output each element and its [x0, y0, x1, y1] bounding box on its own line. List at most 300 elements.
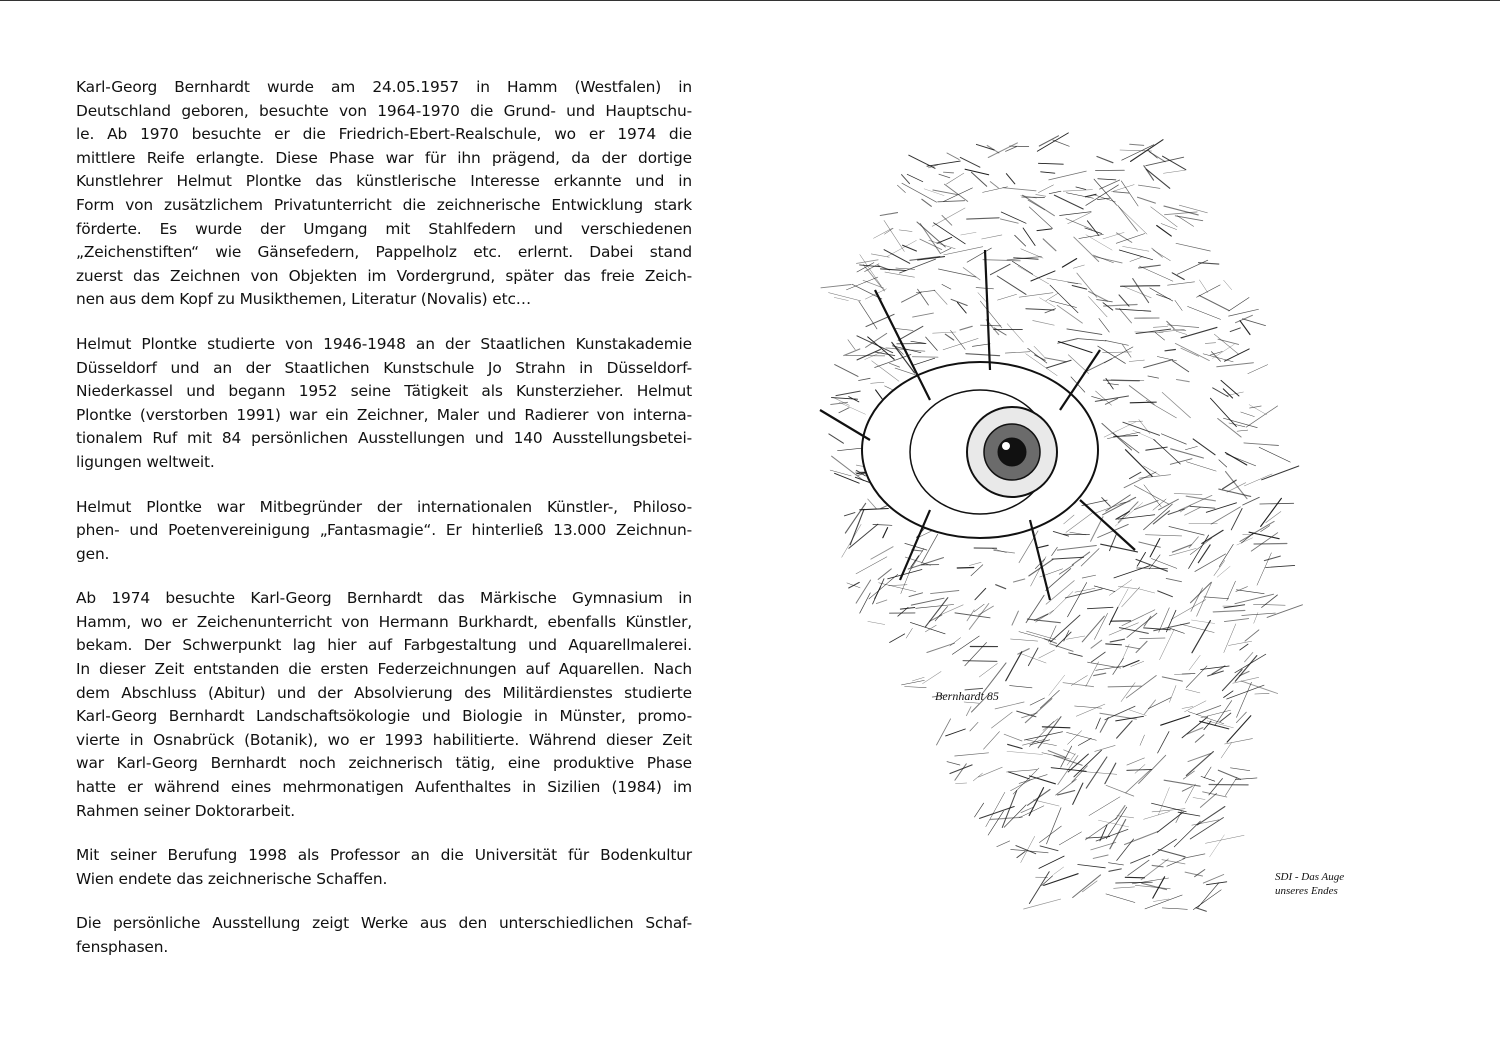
hatch-stroke [1181, 327, 1217, 337]
hatch-stroke [883, 528, 888, 538]
hatch-stroke [1228, 641, 1251, 645]
hatch-stroke [979, 767, 1003, 777]
hatch-stroke [1257, 553, 1271, 585]
hatch-stroke [1169, 527, 1204, 536]
hatch-stroke [1150, 288, 1173, 301]
text-line: In dieser Zeit entstanden die ersten Federzeichnungen auf Aquarellen. Nach [76, 660, 692, 679]
hatch-stroke [1068, 583, 1087, 617]
hatch-stroke [1264, 556, 1280, 561]
hatch-stroke [1144, 812, 1170, 820]
hatch-stroke [1130, 257, 1141, 261]
hatch-stroke [1213, 388, 1229, 397]
hatch-stroke [1148, 376, 1159, 378]
hatch-stroke [1046, 293, 1058, 301]
hatch-stroke [1089, 797, 1120, 816]
hatch-stroke [937, 237, 952, 243]
hatch-stroke [1243, 319, 1266, 326]
hatch-stroke [1225, 453, 1247, 466]
hatch-stroke [1134, 485, 1169, 504]
hatch-stroke [969, 562, 981, 565]
hatch-stroke [1181, 624, 1215, 632]
hatch-stroke [857, 350, 880, 360]
hatch-stroke [844, 513, 855, 516]
hatch-stroke [1163, 170, 1185, 173]
hatch-stroke [1154, 623, 1190, 631]
hatch-stroke [1266, 565, 1295, 567]
hatch-stroke [1038, 185, 1053, 193]
hatch-stroke [1123, 246, 1149, 251]
hatch-stroke [1167, 859, 1185, 867]
hatch-stroke [1039, 650, 1055, 658]
hatch-stroke [944, 172, 954, 173]
hatch-stroke [1163, 156, 1186, 170]
text-line: Rahmen seiner Doktorarbeit. [76, 801, 295, 820]
hatch-stroke [878, 569, 891, 580]
hatch-stroke [848, 340, 855, 350]
hatch-stroke [1106, 495, 1131, 511]
hatch-stroke [1110, 535, 1117, 551]
text-line: Plontke (verstorben 1991) war ein Zeichner, Maler und Radierer von interna- [76, 405, 692, 424]
hatch-stroke [1062, 259, 1076, 268]
paragraph-gymnasium [76, 587, 692, 823]
biography-text [76, 76, 692, 981]
hatch-stroke [1222, 670, 1242, 691]
hatch-stroke [1171, 449, 1204, 458]
hatch-stroke [1119, 250, 1152, 260]
hatch-stroke [1195, 735, 1204, 742]
hatch-stroke [1118, 586, 1137, 589]
hatch-stroke [1170, 459, 1192, 465]
hatch-stroke [1237, 590, 1265, 594]
hatch-stroke [1094, 257, 1122, 263]
hatch-stroke [1198, 807, 1225, 825]
hatch-stroke [880, 213, 897, 216]
hatch-stroke [1063, 683, 1094, 687]
hatch-stroke [1010, 686, 1032, 688]
hatch-stroke [845, 503, 865, 533]
hatch-stroke [902, 292, 922, 302]
hatch-stroke [857, 260, 879, 264]
hatch-stroke [1205, 343, 1216, 344]
text-line: dem Abschluss (Abitur) und der Absolvierung des Militärdienstes studierte [76, 683, 692, 702]
hatch-stroke [1197, 706, 1221, 715]
hatch-stroke [926, 598, 948, 627]
hatch-stroke [1086, 235, 1112, 250]
hatch-stroke [1177, 380, 1190, 382]
hatch-stroke [1110, 820, 1126, 849]
hatch-stroke [1040, 826, 1062, 842]
hatch-stroke [1129, 472, 1141, 479]
hatch-stroke [1023, 195, 1055, 216]
hatch-stroke [832, 456, 864, 480]
hatch-stroke [970, 722, 978, 731]
hatch-stroke [1153, 499, 1166, 510]
hatch-stroke [1038, 163, 1063, 164]
hatch-stroke [1224, 619, 1248, 622]
hatch-stroke [1244, 474, 1272, 486]
pen-drawing-eye-artwork [780, 80, 1345, 940]
hatch-stroke [1267, 605, 1302, 618]
drawing-caption-line2: unseres Endes [1275, 885, 1338, 897]
hatch-stroke [1190, 506, 1215, 508]
hatch-stroke [1116, 882, 1153, 883]
hatch-stroke [1152, 839, 1176, 855]
hatch-stroke [1011, 639, 1038, 641]
hatch-stroke [1155, 332, 1164, 340]
hatch-stroke [1114, 192, 1129, 193]
hatch-stroke [1109, 607, 1118, 625]
hatch-stroke [1128, 860, 1149, 875]
hatch-stroke [946, 173, 963, 184]
hatch-stroke [1117, 839, 1134, 861]
hatch-stroke [1218, 419, 1241, 438]
hatch-stroke [1235, 656, 1257, 682]
hatch-stroke [1007, 751, 1043, 754]
hatch-stroke [1021, 836, 1035, 862]
paragraph-professorship [76, 844, 692, 891]
hatch-stroke [1177, 260, 1208, 274]
hatch-stroke [1185, 446, 1197, 449]
hatch-stroke [1138, 185, 1160, 188]
hatch-stroke [1069, 653, 1083, 656]
hatch-stroke [909, 155, 935, 168]
text-line: le. Ab 1970 besuchte er die Friedrich-Ebert-Realschule, wo er 1974 die [76, 125, 692, 144]
hatch-stroke [1148, 150, 1157, 158]
hatch-stroke [1146, 400, 1176, 418]
hatch-stroke [1064, 515, 1075, 524]
hatch-stroke [1041, 172, 1055, 173]
hatch-stroke [1014, 579, 1025, 582]
hatch-stroke [973, 773, 982, 781]
hatch-stroke [1040, 690, 1059, 708]
hatch-stroke [846, 355, 885, 356]
hatch-stroke [1045, 358, 1067, 362]
hatch-stroke [1003, 188, 1036, 191]
hatch-stroke [1104, 305, 1138, 307]
hatch-stroke [1168, 509, 1184, 515]
hatch-stroke [1129, 360, 1144, 361]
hatch-stroke [1109, 869, 1121, 871]
hatch-stroke [1033, 321, 1055, 326]
hatch-stroke [1218, 770, 1240, 779]
hatch-stroke [1162, 392, 1190, 417]
hatch-stroke [1114, 566, 1150, 578]
hatch-stroke [1049, 191, 1061, 194]
hatch-stroke [1203, 792, 1227, 797]
hatch-stroke [1135, 765, 1145, 774]
hatch-stroke [1138, 589, 1155, 593]
spike-stroke [1060, 350, 1100, 410]
hatch-stroke [913, 358, 935, 365]
hatch-stroke [1066, 513, 1092, 533]
hatch-stroke [950, 765, 972, 774]
hatch-stroke [955, 753, 989, 756]
hatch-stroke [1186, 462, 1216, 471]
hatch-stroke [1118, 205, 1138, 231]
hatch-stroke [1176, 331, 1187, 334]
hatch-stroke [1006, 652, 1022, 681]
hatch-stroke [1237, 682, 1252, 717]
hatch-stroke [1152, 803, 1187, 812]
hatch-stroke [884, 228, 893, 234]
hatch-stroke [943, 338, 978, 349]
hatch-stroke [1153, 326, 1167, 327]
hatch-stroke [1073, 783, 1083, 804]
hatch-stroke [1183, 771, 1194, 779]
hatch-stroke [1082, 575, 1095, 578]
hatch-stroke [884, 250, 910, 264]
hatch-stroke [1046, 581, 1074, 605]
hatch-stroke [879, 583, 916, 592]
hatch-stroke [1182, 786, 1192, 791]
hatch-stroke [1012, 611, 1018, 625]
hatch-stroke [1068, 754, 1088, 772]
text-line: „Zeichenstiften“ wie Gänsefedern, Pappelholz etc. erlernt. Dabei stand [76, 243, 692, 262]
hatch-stroke [834, 297, 848, 300]
hatch-stroke [1050, 301, 1077, 308]
hatch-stroke [1119, 628, 1148, 634]
hatch-stroke [997, 276, 1026, 294]
hatch-stroke [1049, 171, 1087, 180]
hatch-stroke [1116, 716, 1144, 721]
hatch-stroke [1082, 881, 1097, 892]
hatch-stroke [1145, 895, 1182, 909]
hatch-stroke [1023, 228, 1035, 246]
hatch-stroke [1224, 280, 1232, 290]
text-line: phen- und Poetenvereinigung „Fantasmagie“. Er hinterließ 13.000 Zeichnun- [76, 521, 692, 540]
hatch-stroke [955, 764, 966, 780]
hatch-stroke [1006, 147, 1017, 152]
hatch-stroke [922, 199, 931, 206]
hatch-stroke [1110, 639, 1124, 642]
text-line: nen aus dem Kopf zu Musikthemen, Literatur (Novalis) etc… [76, 290, 532, 309]
hatch-stroke [1197, 285, 1221, 297]
hatch-stroke [1225, 777, 1237, 795]
hatch-stroke [955, 613, 990, 618]
hatch-stroke [1189, 537, 1198, 548]
hatch-stroke [1005, 352, 1030, 353]
hatch-stroke [1010, 146, 1029, 147]
hatch-stroke [944, 247, 983, 255]
hatch-stroke [997, 841, 1010, 847]
hatch-stroke [1195, 554, 1226, 572]
hatch-stroke [873, 525, 892, 526]
hatch-stroke [1162, 908, 1187, 909]
hatch-stroke [1237, 430, 1248, 431]
hatch-stroke [986, 792, 1005, 826]
hatch-stroke [1170, 628, 1185, 633]
hatch-stroke [1103, 497, 1136, 514]
hatch-stroke [1148, 698, 1171, 709]
hatch-stroke [860, 593, 871, 613]
hatch-stroke [1214, 560, 1225, 575]
hatch-stroke [1191, 588, 1203, 612]
hatch-stroke [952, 636, 979, 654]
hatch-stroke [975, 803, 984, 817]
hatch-stroke [1104, 347, 1133, 363]
hatch-stroke [1144, 360, 1173, 368]
hatch-stroke [1171, 600, 1206, 620]
hatch-stroke [927, 161, 960, 166]
hatch-stroke [1057, 546, 1096, 551]
hatch-stroke [871, 547, 893, 559]
paragraph-plontke-study [76, 333, 692, 475]
hatch-stroke [947, 153, 959, 160]
hatch-stroke [1096, 718, 1101, 729]
hatch-stroke [913, 313, 934, 317]
hatch-stroke [860, 509, 889, 510]
hatch-stroke [1144, 166, 1154, 180]
hatch-stroke [950, 638, 961, 646]
hatch-stroke [1016, 846, 1036, 854]
text-line: Ab 1974 besuchte Karl-Georg Bernhardt das Märkische Gymnasium in [76, 589, 692, 608]
hatch-stroke [1029, 776, 1055, 784]
hatch-stroke [1054, 195, 1083, 209]
hatch-stroke [909, 593, 923, 597]
hatch-stroke [1094, 613, 1107, 639]
hatch-stroke [835, 365, 858, 377]
hatch-stroke [1174, 821, 1200, 847]
hatch-stroke [871, 382, 884, 383]
hatch-stroke [990, 264, 1010, 275]
spike-stroke [1030, 520, 1050, 600]
hatch-stroke [1099, 318, 1109, 332]
hatch-stroke [1066, 219, 1092, 230]
hatch-stroke [1114, 436, 1138, 437]
text-line: Mit seiner Berufung 1998 als Professor an die Universität für Bodenkultur [76, 846, 692, 865]
hatch-stroke [836, 391, 860, 396]
hatch-stroke [1129, 710, 1146, 716]
text-line: Helmut Plontke war Mitbegründer der internationalen Künstler-, Philoso- [76, 497, 692, 516]
hatch-stroke [859, 301, 877, 329]
hatch-stroke [1183, 854, 1205, 859]
hatch-stroke [1159, 499, 1179, 510]
hatch-stroke [1181, 348, 1199, 356]
hatch-stroke [998, 294, 1017, 300]
hatch-stroke [1152, 248, 1163, 257]
hatch-stroke [1248, 365, 1268, 374]
hatch-stroke [980, 807, 1015, 819]
hatch-stroke [1097, 157, 1113, 163]
text-line: Karl-Georg Bernhardt Landschaftsökologie und Biologie in Münster, promo- [76, 707, 692, 726]
hatch-stroke [1125, 877, 1144, 878]
hatch-stroke [1169, 686, 1176, 703]
hatch-stroke [1202, 530, 1223, 543]
hatch-stroke [890, 634, 905, 643]
hatch-stroke [910, 257, 940, 261]
hatch-stroke [1012, 261, 1033, 274]
hatch-stroke [976, 144, 994, 150]
hatch-stroke [1144, 485, 1161, 507]
hatch-stroke [1015, 235, 1026, 246]
hatch-stroke [1011, 780, 1032, 791]
hatch-stroke [1150, 539, 1160, 557]
hatch-stroke [1024, 899, 1061, 909]
hatch-stroke [1027, 631, 1056, 639]
hatch-stroke [1245, 653, 1253, 662]
hatch-stroke [1229, 309, 1259, 316]
hatch-stroke [1096, 666, 1124, 670]
hatch-stroke [966, 707, 971, 716]
hatch-stroke [983, 260, 1020, 261]
hatch-stroke [1219, 460, 1227, 467]
hatch-stroke [918, 257, 945, 260]
hatch-stroke [1130, 144, 1144, 145]
hatch-stroke [839, 402, 865, 414]
hatch-stroke [1199, 280, 1207, 293]
hatch-stroke [871, 254, 889, 257]
hatch-stroke [1225, 349, 1250, 361]
hatch-stroke [995, 702, 1024, 709]
hatch-stroke [1168, 282, 1195, 285]
hatch-stroke [1140, 638, 1166, 639]
hatch-stroke [1052, 557, 1084, 559]
text-line: Helmut Plontke studierte von 1946-1948 an der Staatlichen Kunstakademie [76, 334, 692, 353]
hatch-stroke [1019, 531, 1038, 563]
hatch-stroke [1114, 887, 1135, 888]
hatch-stroke [902, 175, 910, 184]
hatch-stroke [857, 336, 893, 353]
hatch-stroke [917, 222, 945, 247]
hatch-stroke [1255, 693, 1269, 694]
hatch-stroke [1138, 197, 1156, 203]
hatch-stroke [1185, 701, 1207, 712]
hatch-stroke [1241, 412, 1255, 417]
hatch-stroke [1214, 334, 1239, 354]
hatch-stroke [976, 288, 993, 289]
hatch-stroke [1000, 219, 1018, 223]
hatch-stroke [1132, 878, 1169, 884]
hatch-stroke [988, 143, 1017, 158]
text-line: ligungen weltweit. [76, 452, 215, 471]
hatch-stroke [1043, 239, 1056, 251]
paragraph-early-life [76, 76, 692, 312]
hatch-stroke [873, 579, 884, 604]
hatch-stroke [1240, 644, 1248, 650]
hatch-stroke [1059, 832, 1081, 845]
hatch-stroke [1124, 472, 1156, 488]
hatch-stroke [1219, 489, 1251, 496]
hatch-stroke [1245, 630, 1259, 641]
hatch-stroke [971, 565, 983, 576]
hatch-stroke [897, 185, 905, 192]
paragraph-fantasmagie [76, 496, 692, 567]
hatch-stroke [1161, 716, 1190, 726]
hatch-stroke [1254, 544, 1287, 545]
hatch-stroke [1112, 185, 1135, 192]
hatch-stroke [1029, 207, 1053, 229]
hatch-stroke [1123, 422, 1160, 435]
hatch-stroke [902, 183, 937, 202]
hatch-stroke [1007, 324, 1023, 342]
hatch-stroke [860, 255, 881, 286]
hatch-stroke [821, 285, 851, 288]
hatch-stroke [939, 174, 950, 178]
hatch-stroke [1033, 800, 1059, 806]
hatch-stroke [1026, 309, 1054, 310]
hatch-stroke [1126, 450, 1153, 477]
hatch-stroke [1213, 344, 1235, 358]
text-line: Form von zusätzlichem Privatunterricht die zeichnerische Entwicklung stark [76, 195, 692, 214]
hatch-stroke [1172, 361, 1188, 372]
hatch-stroke [1139, 265, 1161, 268]
hatch-stroke [981, 325, 1001, 326]
hatch-stroke [1201, 776, 1215, 781]
hatch-stroke [1192, 820, 1219, 825]
hatch-stroke [1161, 434, 1186, 444]
hatch-stroke [1158, 850, 1185, 857]
hatch-stroke [1067, 754, 1075, 766]
